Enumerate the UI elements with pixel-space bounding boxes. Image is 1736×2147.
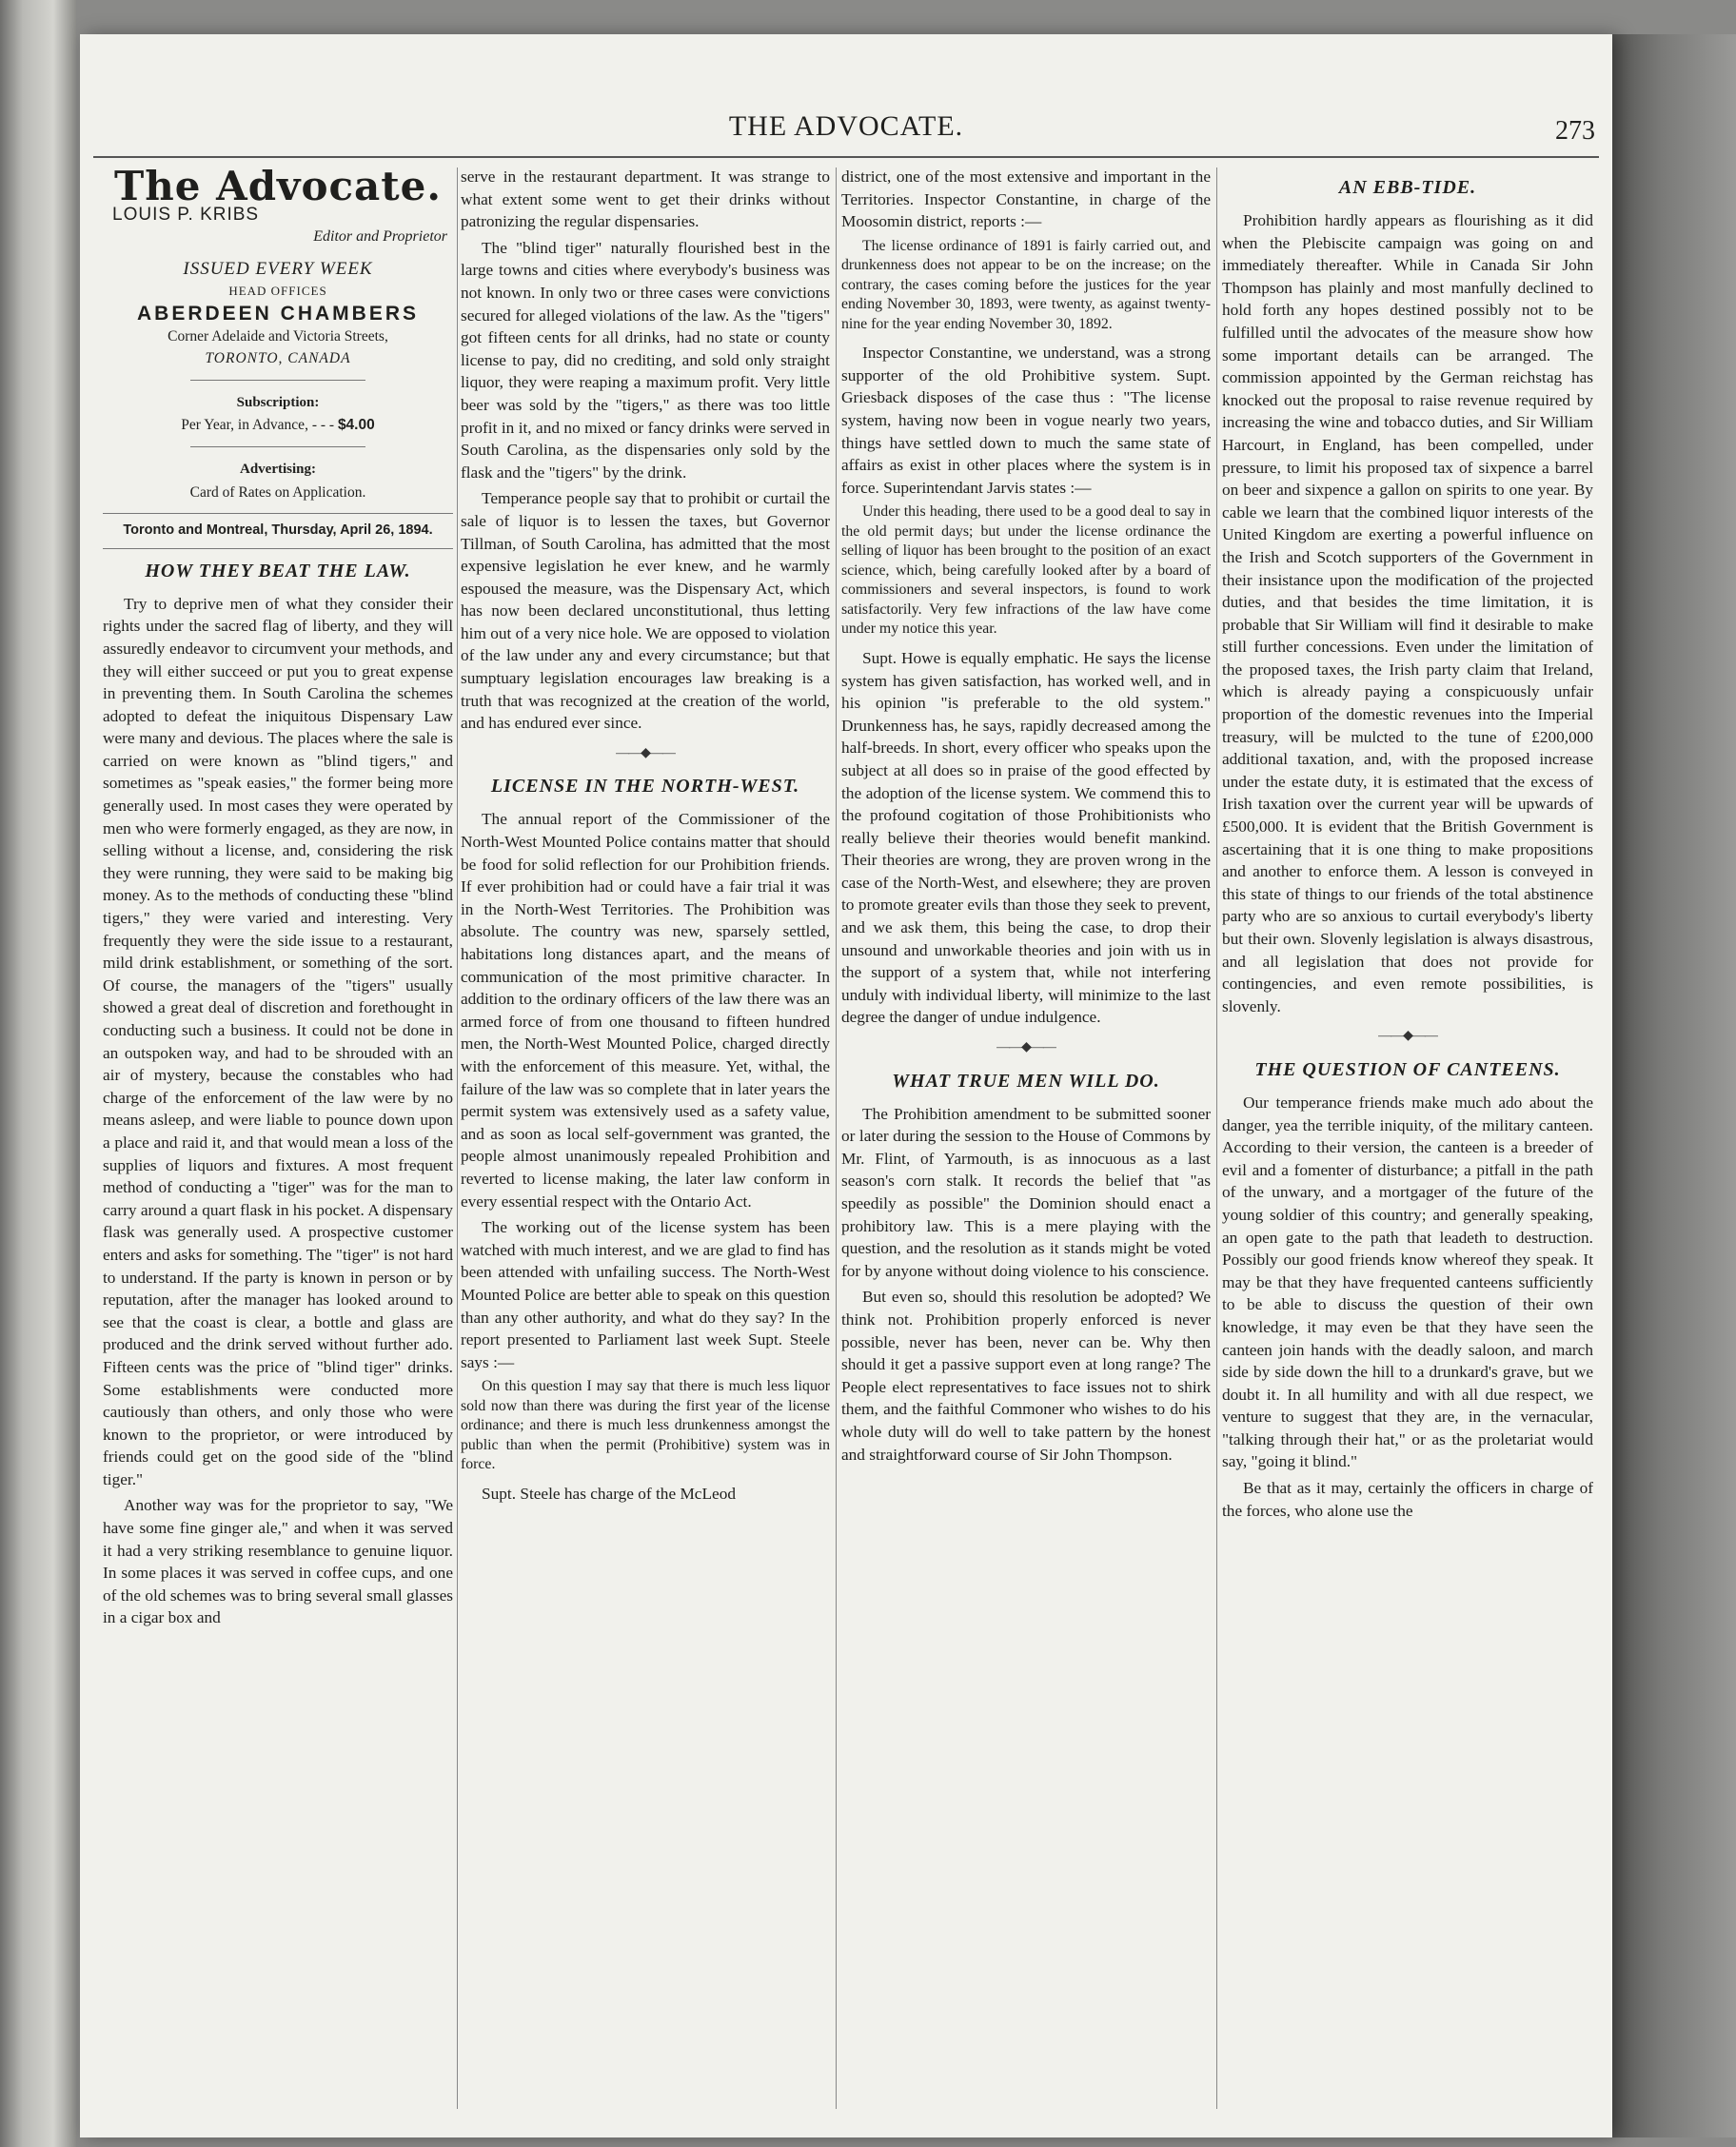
article-paragraph: The "blind tiger" naturally flourished best in the large towns and cities where everybody's business was not known. In only two or three cases were convictions secured for alleged violations of the law. As the "tigers" got fifteen cents for all drinks, had no state or county license to pay, did no crediting, and sold only straight liquor, they were reaping a maximum profit. Very little beer was sold by the "tigers," as there was too little profit in it, and no mixed or fancy drinks were served in South Carolina, as the dispensaries only sold by the flask and the "tigers" by the drink. (461, 238, 830, 482)
masthead-chambers: ABERDEEN CHAMBERS (136, 302, 420, 325)
newspaper-page (80, 34, 1612, 2137)
masthead-editor-role: Editor and Proprietor (313, 228, 447, 246)
column-rule (1216, 167, 1217, 2109)
article-paragraph: Supt. Steele has charge of the McLeod (482, 1484, 736, 1503)
article-paragraph: Our temperance friends make much ado about the danger, yea the terrible iniquity, of the military canteen. According to their version, the canteen is a breeder of evil and a fomenter of disturbance; a pitfall in the path of the unwary, and a mortgager of the future of the young soldier of this country; and generally speaking, an open gate to the path that leadeth to destruction. Possibly our good friends know whereof they speak. It may be that they have frequented canteens sufficiently to be able to discuss the question of their own knowledge, it may even be that they have seen the canteen join hands with the deadly saloon, and march side by side down the hill to a drunkard's grave, but we doubt it. In all humility and with all due respect, we venture to suggest that they are, in the vernacular, "talking through their hat," or as the proletariat would say, "going it blind." (1222, 1093, 1593, 1471)
section-separator: ——◆—— (1378, 1029, 1437, 1044)
previous-page-edge (0, 0, 76, 2147)
article-title: LICENSE IN THE NORTH-WEST. (490, 776, 800, 798)
article-paragraph: Temperance people say that to prohibit or curtail the sale of liquor is to lessen the taxes, but Governor Tillman, of South Carolina, has admitted that the most expensive legislation he ever knew, and he warmly espoused the measure, was the Dispensary Act, which has now been declared unconstitutional, thus letting him out of a very nice hole. We are opposed to violation of the law under any and every circumstance; but that sumptuary legislation encourages law breaking is a truth that was recognized at the creation of the world, and has endured ever since. (461, 489, 830, 733)
subscription-price-line (103, 414, 453, 437)
article-paragraph: Prohibition hardly appears as flourishing as it did when the Plebiscite campaign was going on and immediately thereafter. While in Canada Sir John Thompson has plainly and most manfully declined to hold forth any hopes destined possibly not to be fulfilled until the advocates of the measure show how some important details can be arranged. The commission appointed by the German reichstag has knocked out the proposal to raise revenue required by increasing the wine and tobacco duties, and Sir William Harcourt, in England, has been compelled, under pressure, to limit his proposed tax of sixpence a barrel on beer and sixpence a gallon on spirits to one year. By cable we learn that the combined liquor interests of the United Kingdom are exerting a powerful influence on the Irish and Scotch supporters of the Government in their insistance upon the modification of the projected duties, and that besides the time limitation, it is probable that Sir William will find it desirable to make still further concessions. Even under the limitation of the proposed taxes, the Irish party claim that Ireland, which is already paying a conspicuously unfair proportion of the domestic revenues into the Imperial treasury, will be mulcted to the tune of £200,000 additional taxation, and, with the proposed increase under the estate duty, it is estimated that the excess of Irish taxation over the current year will be upwards of £500,000. It is evident that the British Government is ascertaining that it is one thing to make propositions and another to enforce them. A lesson is conveyed in this state of things to our friends of the total abstinence party who are so anxious to curtail everybody's liberty but their own. Slovenly legislation is always disastrous, and all legislation that does not provide for contingencies, and even remote possibilities, is slovenly. (1222, 211, 1593, 1015)
column-2 (461, 166, 830, 1508)
masthead-divider (190, 446, 365, 447)
article-paragraph: Try to deprive men of what they consider their rights under the sacred flag of liberty, and they will assuredly endeavor to circumvent your methods, and they will either succeed or put you to great expense in preventing them. In South Carolina the schemes adopted to defeat the iniquitous Dispensary Law were many and devious. The places where the sale is carried on were known as "blind tigers," and sometimes as "speak easies," the former being more generally used. In most cases they were operated by men who were formerly engaged, as they are now, in selling without a license, and, considering the risk they were running, they were said to be making big money. As to the methods of conducting these "blind tigers," they were varied and interesting. Very frequently they were the side issue to a restaurant, mild drink establishment, or something of the sort. Of course, the managers of the "tigers" usually showed a great deal of discretion and forethought in conducting such a business. It could not be done in an outspoken way, and had to be shrouded with an air of mystery, because the constables who had charge of the enforcement of the law were by no means asleep, and were liable to pounce down upon a place and raid it, and that would mean a loss of the supplies of liquors and fixtures. A most frequent method of conducting a "tiger" was for the man to carry around a quart flask in his pocket. A dispensary flask was generally used. A prospective customer enters and asks for something. The "tiger" is not hard to understand. If the party is known in person or by reputation, after the manager has looked around to see that the coast is clear, a bottle and glass are produced and the drink served without further ado. Fifteen cents was the price of "blind tiger" drinks. Some establishments were conducted more cautiously than others, and only those who were known to the proprietor, or were introduced by friends could get on the good side of the "blind tiger." (103, 594, 453, 1488)
article-paragraph: The Prohibition amendment to be submitted sooner or later during the session to the House of Commons by Mr. Flint, of Yarmouth, is as innocuous as a last season's corn stalk. It records the belief that "as speedily as possible" the Dominion should enact a prohibitory law. This is a mere playing with the question, and the resolution as it stands might be voted for by anyone without doing violence to his conscience. (841, 1104, 1211, 1280)
article-paragraph: Supt. Howe is equally emphatic. He says the license system has given satisfaction, has worked well, and in his opinion "is preferable to the old system." Drunkenness has, he says, rapidly decreased among the half-breeds. In short, every officer who speaks upon the subject at all does so in praise of the good effected by the adoption of the license system. We commend this to the profound cogitation of those Prohibitionists who really believe their theories would benefit mankind. Their theories are wrong, they are proven wrong in the case of the North-West, and elsewhere; they are proven to promote greater evils than those they seek to prevent, and we ask them, this being the case, to drop their unsound and unworkable theories and join with us in the support of a system that, while not interfering unduly with individual liberty, will minimize to the last degree the danger of undue indulgence. (841, 648, 1211, 1027)
quotation (841, 502, 1211, 640)
masthead-head-offices: HEAD OFFICES (228, 284, 327, 299)
masthead-issued: ISSUED EVERY WEEK (183, 258, 373, 279)
article-paragraph: district, one of the most extensive and important in the Territories. Inspector Constantine, in charge of the Moosomin district, reports :— (841, 167, 1211, 231)
section-separator: ——◆—— (996, 1040, 1055, 1055)
article-paragraph: But even so, should this resolution be adopted? We think not. Prohibition properly enforced is never possible, never has been, never can be. Why then should it get a passive support even at long range? The People elect representatives to face issues not to shirk them, and the faithful Commoner who wishes to do his whole duty will do well to take pattern by the honest and straightforward course of Sir John Thompson. (841, 1288, 1211, 1464)
article-title: WHAT TRUE MEN WILL DO. (892, 1070, 1160, 1092)
quotation (461, 1377, 830, 1475)
subscription-label: Subscription: (236, 394, 320, 410)
column-3 (841, 166, 1211, 1469)
masthead-divider (190, 380, 365, 381)
article-paragraph: The annual report of the Commissioner of the North-West Mounted Police contains matter that should be food for solid reflection for our Prohibition friends. If ever prohibition had or could have a fair trial it was in the North-West Territories. The Prohibition was absolute. The country was new, sparsely settled, habitations long distances apart, and the means of communication of the most primitive character. In addition to the ordinary officers of the law there was an armed force of from one thousand to fifteen hundred men, the North-West Mounted Police, charged directly with the enforcement of this measure. Yet, withal, the failure of the law was so complete that in later years the permit system was extensively used as a safety value, and as soon as local self-government was granted, the people almost unanimously repealed Prohibition and reverted to license making, the later law conform in every essential respect with the Ontario Act. (461, 810, 830, 1211)
masthead-city: TORONTO, CANADA (205, 350, 351, 367)
advertising-text: Card of Rates on Application. (189, 483, 366, 501)
page-number: 273 (1555, 116, 1595, 146)
article-title: THE QUESTION OF CANTEENS. (1254, 1058, 1561, 1080)
subscription-text: Per Year, in Advance, - - - (181, 417, 335, 434)
masthead-editor: LOUIS P. KRIBS (112, 204, 260, 225)
advertising-label: Advertising: (240, 461, 316, 477)
column-4 (1222, 166, 1593, 1526)
column-rule (836, 167, 837, 2109)
article-paragraph: Another way was for the proprietor to say, "We have some fine ginger ale," and when it was served it had a very striking resemblance to genuine liquor. In some places it was served in coffee cups, and one of the old schemes was to bring several small glasses in a cigar box and (103, 1496, 453, 1627)
masthead (103, 163, 453, 549)
quotation-text: On this question I may say that there is much less liquor sold now than there was during the first year of the license ordinance; and there is much less drunkenness amongst the public than when the permit (Prohibitive) system was in force. (461, 1378, 830, 1473)
subscription-price: $4.00 (337, 417, 375, 434)
article-title: HOW THEY BEAT THE LAW. (145, 560, 411, 581)
column-1 (103, 163, 453, 1633)
section-separator: ——◆—— (616, 745, 675, 760)
quotation-text: The license ordinance of 1891 is fairly carried out, and drunkenness does not appear to be on the increase; on the contrary, the cases coming before the justices for the year ending November 30, 1893, were twenty, as against twenty-nine for the year ending November 30, 1892. (841, 237, 1211, 332)
dateline: Toronto and Montreal, Thursday, April 26, 1894. (103, 513, 453, 549)
article-title: AN EBB-TIDE. (1338, 177, 1477, 198)
masthead-title: The Advocate. (113, 163, 443, 209)
masthead-address: Corner Adelaide and Victoria Streets, (168, 327, 388, 345)
running-head: THE ADVOCATE. (728, 110, 964, 142)
header-rule (93, 156, 1599, 158)
binding-shadow (1612, 34, 1736, 2137)
article-paragraph: Be that as it may, certainly the officers in charge of the forces, who alone use the (1222, 1479, 1593, 1520)
quotation (841, 237, 1211, 335)
column-rule (457, 167, 458, 2109)
quotation-text: Under this heading, there used to be a good deal to say in the old permit days; but under the license ordinance the selling of liquor has been brought to the position of an exact science, which, being carefully looked after by a board of commissioners and several inspectors, is found to work satisfactorily. Very few infractions of the law have come under my notice this year. (841, 503, 1211, 638)
article-paragraph: The working out of the license system has been watched with much interest, and we are glad to find has been attended with unfailing success. The North-West Mounted Police are better able to speak on this question than any other authority, and what do they say? In the report presented to Parliament last week Supt. Steele says :— (461, 1218, 830, 1371)
article-paragraph: Inspector Constantine, we understand, was a strong supporter of the old Prohibitive system. Supt. Griesback disposes of the case thus : "The license system, having now been in vogue nearly two years, things have settled down to much the same state of affairs as exist in other places where the system is in force. Superintendant Jarvis states :— (841, 344, 1211, 497)
article-paragraph: serve in the restaurant department. It was strange to what extent some went to get their drinks without patronizing the regular dispensaries. (461, 167, 830, 231)
